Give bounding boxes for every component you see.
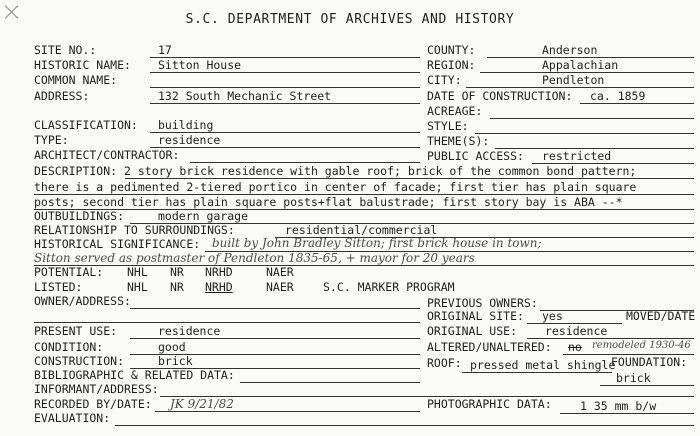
city-value: Pendleton xyxy=(542,73,605,87)
historical-handwriting-1: built by John Bradley Sitton; first brick house in town; xyxy=(212,236,542,250)
site-no-label: SITE NO.: xyxy=(34,43,97,57)
relationship-value: residential/commercial xyxy=(285,223,438,237)
type-value: residence xyxy=(158,133,221,147)
evaluation-label: EVALUATION: xyxy=(34,411,111,425)
themes-label: THEME(S): xyxy=(427,134,490,148)
historic-name-line xyxy=(150,72,420,73)
condition-label: CONDITION: xyxy=(34,340,104,354)
recorded-line xyxy=(155,411,420,412)
city-line xyxy=(466,87,694,88)
common-name-line xyxy=(150,87,420,88)
county-value: Anderson xyxy=(542,43,598,57)
type-line xyxy=(150,147,420,148)
biblio-label: BIBLIOGRAPHIC & RELATED DATA: xyxy=(34,368,235,382)
previous-owners-label: PREVIOUS OWNERS: xyxy=(427,296,538,310)
outbuildings-value: modern garage xyxy=(158,209,249,223)
architect-label: ARCHITECT/CONTRACTOR: xyxy=(34,148,180,162)
informant-label: INFORMANT/ADDRESS: xyxy=(34,382,159,396)
style-line xyxy=(475,133,694,134)
condition-value: good xyxy=(158,340,186,354)
address-label: ADDRESS: xyxy=(34,89,90,103)
public-access-value: restricted xyxy=(542,149,612,163)
classification-value: building xyxy=(158,118,214,132)
public-access-label: PUBLIC ACCESS: xyxy=(427,149,524,163)
roof-line xyxy=(462,372,612,373)
biblio-line xyxy=(240,382,420,383)
construction-label: CONSTRUCTION: xyxy=(34,354,125,368)
altered-struck-value: no xyxy=(568,340,582,354)
potential-label: POTENTIAL: xyxy=(34,265,104,279)
potential-nrhd: NRHD xyxy=(205,265,233,279)
region-value: Appalachian xyxy=(542,58,619,72)
address-line xyxy=(150,103,420,104)
moved-date-label: MOVED/DATE xyxy=(626,309,696,323)
date-label: DATE OF CONSTRUCTION: xyxy=(427,89,573,103)
roof-value: pressed metal shingle xyxy=(470,358,616,372)
evaluation-line xyxy=(115,425,694,426)
owner-line-2 xyxy=(34,322,420,323)
listed-nrhd: NRHD xyxy=(205,280,233,294)
owner-line xyxy=(130,308,420,309)
roof-label: ROOF: xyxy=(427,356,462,370)
type-label: TYPE: xyxy=(34,133,69,147)
potential-naer: NAER xyxy=(266,265,294,279)
photo-line xyxy=(560,413,694,414)
altered-handwriting: remodeled 1930-46 xyxy=(592,340,691,351)
region-label: REGION: xyxy=(427,58,476,72)
original-use-value: residence xyxy=(545,324,608,338)
historic-name-label: HISTORIC NAME: xyxy=(34,58,131,72)
description-line-1: DESCRIPTION: 2 story brick residence with gable roof; brick of the common bond pattern; xyxy=(34,164,637,178)
original-site-value: yes xyxy=(542,309,563,323)
recorded-label: RECORDED BY/DATE: xyxy=(34,397,152,411)
historical-label: HISTORICAL SIGNIFICANCE: xyxy=(34,237,201,251)
classification-label: CLASSIFICATION: xyxy=(34,118,138,132)
original-use-label: ORIGINAL USE: xyxy=(427,324,518,338)
description-line-2: there is a pedimented 2-tiered portico in center of facade; first tier has plain square xyxy=(34,180,637,194)
present-use-value: residence xyxy=(158,324,221,338)
owner-label: OWNER/ADDRESS: xyxy=(34,294,131,308)
original-site-label: ORIGINAL SITE: xyxy=(427,309,524,323)
common-name-label: COMMON NAME: xyxy=(34,73,118,87)
foundation-value: brick xyxy=(616,371,651,385)
photo-label: PHOTOGRAPHIC DATA: xyxy=(427,397,552,411)
foundation-label: FOUNDATION: xyxy=(611,355,688,369)
listed-nhl: NHL xyxy=(127,280,148,294)
marker-program: S.C. MARKER PROGRAM xyxy=(323,280,455,294)
outbuildings-label: OUTBUILDINGS: xyxy=(34,209,125,223)
address-value: 132 South Mechanic Street xyxy=(158,89,332,103)
relationship-label: RELATIONSHIP TO SURROUNDINGS: xyxy=(34,223,235,237)
date-value: ca. 1859 xyxy=(590,89,646,103)
listed-label: LISTED: xyxy=(34,280,83,294)
potential-nr: NR xyxy=(170,265,184,279)
potential-nhl: NHL xyxy=(127,265,148,279)
present-use-line xyxy=(130,338,420,339)
historic-name-value: Sitton House xyxy=(158,58,242,72)
description-underline-3 xyxy=(34,209,694,210)
foundation-line xyxy=(600,385,694,386)
photo-value: 1 35 mm b/w xyxy=(580,399,657,413)
page-title: S.C. DEPARTMENT OF ARCHIVES AND HISTORY xyxy=(185,12,515,27)
architect-line xyxy=(190,162,420,163)
description-underline-1 xyxy=(125,178,694,179)
description-line-3: posts; second tier has plain square posts+flat balustrade; first story bay is ABA --* xyxy=(34,195,623,209)
recorded-value: JK 9/21/82 xyxy=(170,397,234,411)
altered-label: ALTERED/UNALTERED: xyxy=(427,340,552,354)
historical-handwriting-2: Sitton served as postmaster of Pendleton 1835-65, + mayor for 20 years xyxy=(34,251,475,265)
acreage-line xyxy=(490,118,694,119)
listed-nr: NR xyxy=(170,280,184,294)
county-label: COUNTY: xyxy=(427,43,476,57)
style-label: STYLE: xyxy=(427,119,469,133)
acreage-label: ACREAGE: xyxy=(427,104,483,118)
site-no-value: 17 xyxy=(158,43,172,57)
construction-value: brick xyxy=(158,354,193,368)
date-line xyxy=(580,103,694,104)
listed-naer: NAER xyxy=(266,280,294,294)
city-label: CITY: xyxy=(427,73,462,87)
present-use-label: PRESENT USE: xyxy=(34,324,118,338)
